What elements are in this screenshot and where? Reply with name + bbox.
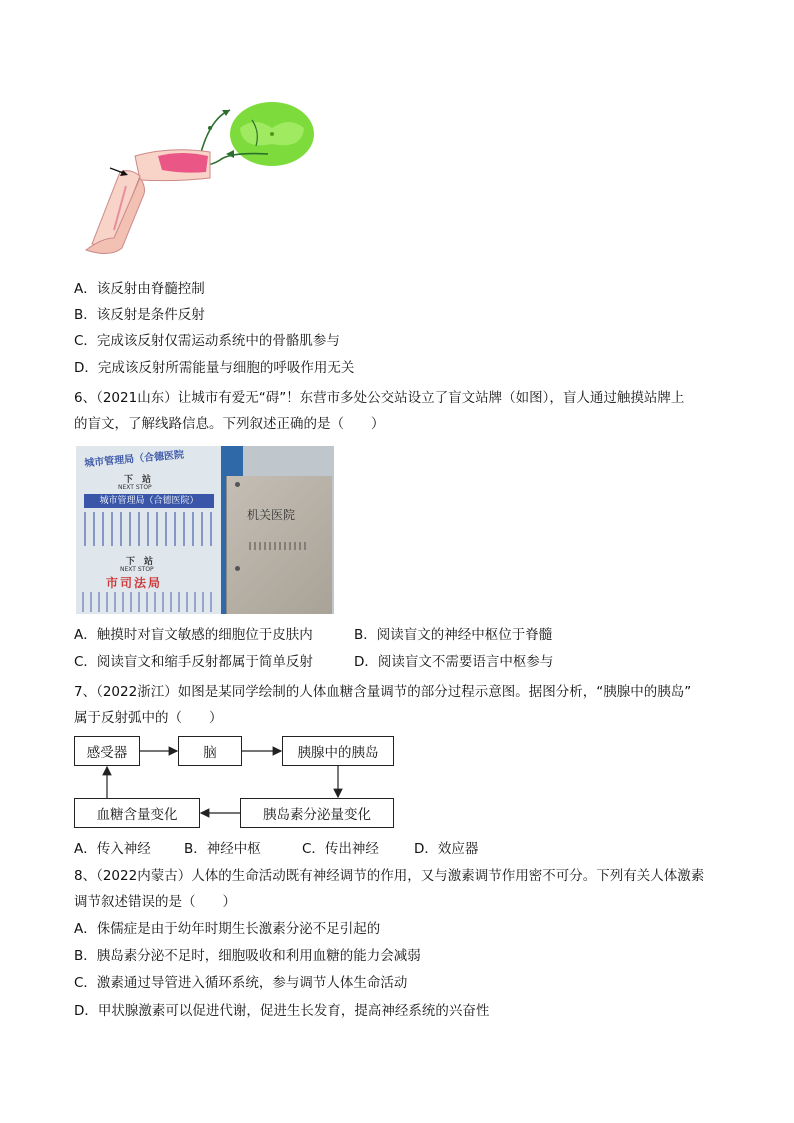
q7-option-c: C．传出神经 <box>302 841 379 857</box>
box-blood-glucose: 血糖含量变化 <box>74 798 200 828</box>
q8-option-c: C．激素通过导管进入循环系统，参与调节人体生命活动 <box>74 975 408 991</box>
q8-option-d: D．甲状腺激素可以促进代谢，促进生长发育，提高神经系统的兴奋性 <box>74 1003 490 1019</box>
box-receptor: 感受器 <box>74 736 140 766</box>
q5-option-c: C．完成该反射仅需运动系统中的骨骼肌参与 <box>74 333 340 349</box>
poster-line-mid: 城市管理局（合德医院） <box>84 494 214 508</box>
afferent-nerve <box>200 110 230 156</box>
q7-option-d: D．效应器 <box>414 841 479 857</box>
q5-option-a: A．该反射由脊髓控制 <box>74 281 205 297</box>
poster-line-top: 城市管理局（合德医院 <box>83 449 185 470</box>
q8-option-a: A．侏儒症是由于幼年时期生长激素分泌不足引起的 <box>74 921 381 937</box>
knee-jerk-reflex-figure <box>80 98 330 263</box>
braille-sign-photo <box>76 446 334 614</box>
q6-stem-line1: 6、（2021山东）让城市有爱无“碍”！东营市多处公交站设立了盲文站牌（如图），盲人通过触摸站牌上 <box>74 390 685 406</box>
braille-plate <box>226 476 332 614</box>
poster-next-stop-2: 下 站 <box>126 557 154 567</box>
q6-stem-line2: 的盲文，了解线路信息。下列叙述正确的是（ ） <box>74 416 385 432</box>
q5-option-d: D．完成该反射所需能量与细胞的呼吸作用无关 <box>74 360 355 376</box>
braille-plate-text: 机关医院 <box>247 508 296 522</box>
q8-stem-line2: 调节叙述错误的是（ ） <box>74 894 236 910</box>
box-insulin-secretion: 胰岛素分泌量变化 <box>240 798 394 828</box>
q6-option-c: C．阅读盲文和缩手反射都属于简单反射 <box>74 654 313 670</box>
q5-option-b: B．该反射是条件反射 <box>74 307 205 323</box>
poster-line-bottom: 市司法局 <box>106 576 163 590</box>
box-brain: 脑 <box>178 736 242 766</box>
poster-next-stop-en: NEXT STOP <box>118 484 152 491</box>
q6-option-d: D．阅读盲文不需要语言中枢参与 <box>354 654 554 670</box>
q7-stem-line1: 7、（2022浙江）如图是某同学绘制的人体血糖含量调节的部分过程示意图。据图分析，“胰腺中的胰岛” <box>74 684 692 700</box>
q7-stem-line2: 属于反射弧中的（ ） <box>74 710 223 726</box>
quadriceps-muscle <box>158 153 208 173</box>
q7-option-b: B．神经中枢 <box>184 841 261 857</box>
poster-next-stop-2-en: NEXT STOP <box>120 566 154 573</box>
q7-option-a: A．传入神经 <box>74 841 151 857</box>
q8-option-b: B．胰岛素分泌不足时，细胞吸收和利用血糖的能力会减弱 <box>74 948 421 964</box>
poster-next-stop: 下 站 <box>124 475 152 485</box>
q8-stem-line1: 8、（2022内蒙古）人体的生命活动既有神经调节的作用，又与激素调节作用密不可分。下列有关人体激素 <box>74 868 705 884</box>
box-islet: 胰腺中的胰岛 <box>282 736 394 766</box>
bus-stop-poster <box>76 446 221 614</box>
braille-dots <box>249 542 309 550</box>
q6-option-b: B．阅读盲文的神经中枢位于脊髓 <box>354 627 553 643</box>
q6-option-a: A．触摸时对盲文敏感的细胞位于皮肤内 <box>74 627 313 643</box>
diagram-arrows <box>70 730 400 834</box>
